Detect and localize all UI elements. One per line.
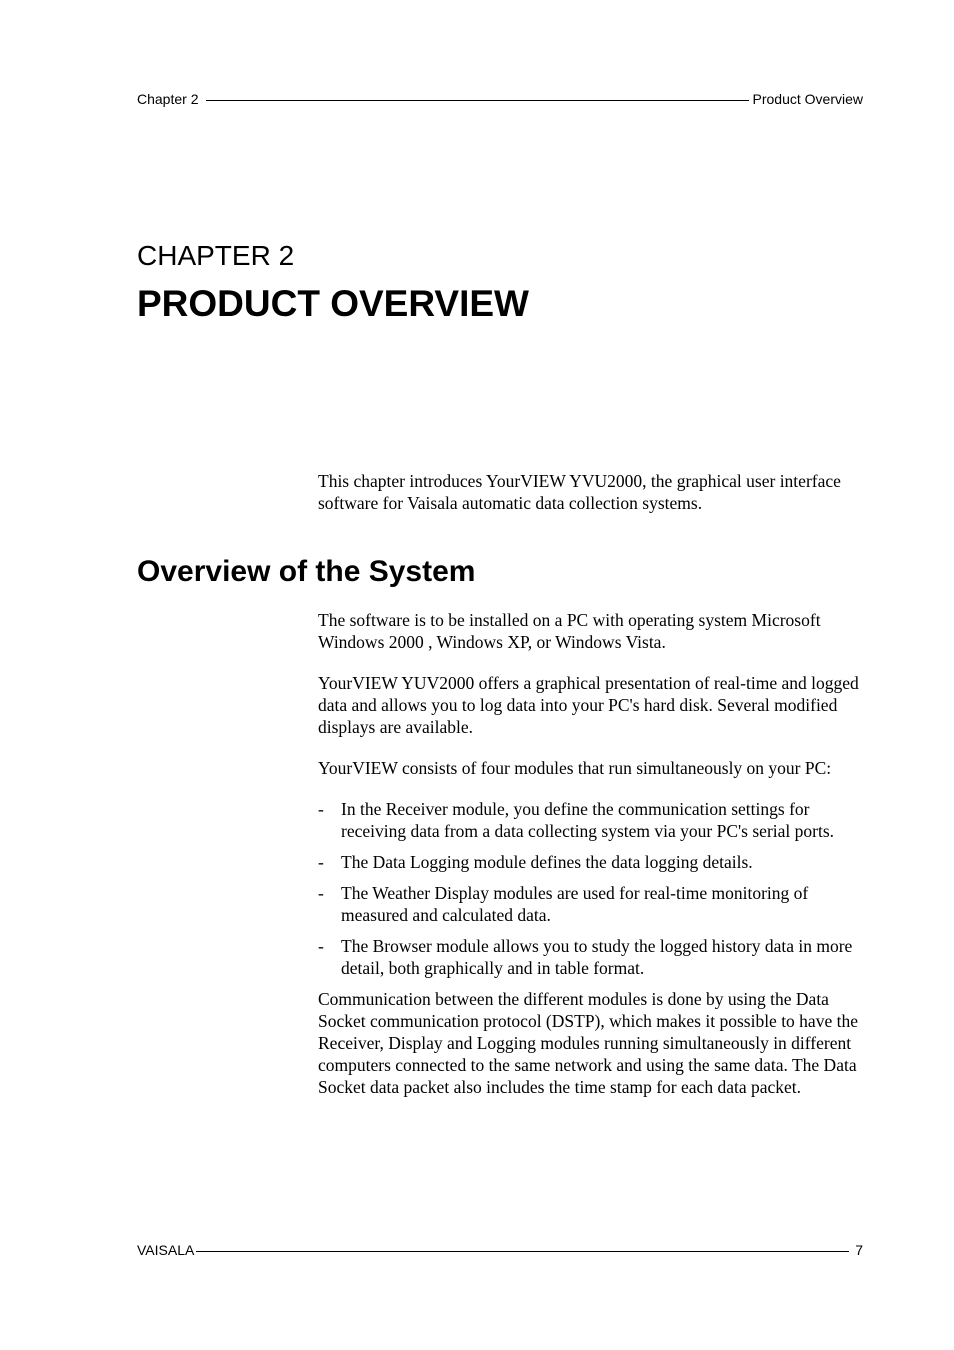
page-header xyxy=(137,90,863,108)
module-list xyxy=(318,798,863,979)
list-item xyxy=(318,851,863,873)
dash-bullet: - xyxy=(318,883,324,903)
list-item-text: The Data Logging module defines the data logging details. xyxy=(341,852,753,872)
header-rule xyxy=(206,100,748,101)
body-paragraph: The software is to be installed on a PC with operating system Microsoft Windows 2000 , Windows XP, or Windows Vista. xyxy=(318,610,821,652)
footer-rule xyxy=(196,1251,849,1252)
dash-bullet: - xyxy=(318,936,324,956)
closing-paragraph: Communication between the different modules is done by using the Data Socket communication protocol (DSTP), which makes it possible to have the Receiver, Display and Logging modules running simultaneously in different computers connected to the same network and using the same data. The Data Socket data packet also includes the time stamp for each data packet. xyxy=(318,989,858,1097)
chapter-label: CHAPTER 2 xyxy=(137,240,295,271)
page-number: 7 xyxy=(855,1242,863,1258)
list-item xyxy=(318,882,863,926)
dash-bullet: - xyxy=(318,852,324,872)
body-paragraph: YourVIEW YUV2000 offers a graphical presentation of real-time and logged data and allows you to log data into your PC's hard disk. Several modified displays are available. xyxy=(318,673,859,737)
intro-block xyxy=(318,470,863,533)
section-heading: Overview of the System xyxy=(137,555,476,588)
intro-paragraph: This chapter introduces YourVIEW YVU2000, the graphical user interface software for Vaisala automatic data collection systems. xyxy=(318,471,841,513)
header-chapter: Chapter 2 xyxy=(137,91,199,107)
list-item-text: The Weather Display modules are used for real-time monitoring of measured and calculated data. xyxy=(341,883,809,925)
chapter-title: PRODUCT OVERVIEW xyxy=(137,283,529,324)
dash-bullet: - xyxy=(318,799,324,819)
list-item-text: The Browser module allows you to study the logged history data in more detail, both graphically and in table format. xyxy=(341,936,853,978)
list-item-text: In the Receiver module, you define the communication settings for receiving data from a data collecting system via your PC's serial ports. xyxy=(341,799,835,841)
body-paragraph: YourVIEW consists of four modules that run simultaneously on your PC: xyxy=(318,758,832,778)
section-body xyxy=(318,609,863,1117)
page-footer xyxy=(137,1241,863,1259)
header-section: Product Overview xyxy=(752,91,863,107)
list-item xyxy=(318,798,863,842)
footer-company: VAISALA xyxy=(137,1242,195,1258)
list-item xyxy=(318,935,863,979)
